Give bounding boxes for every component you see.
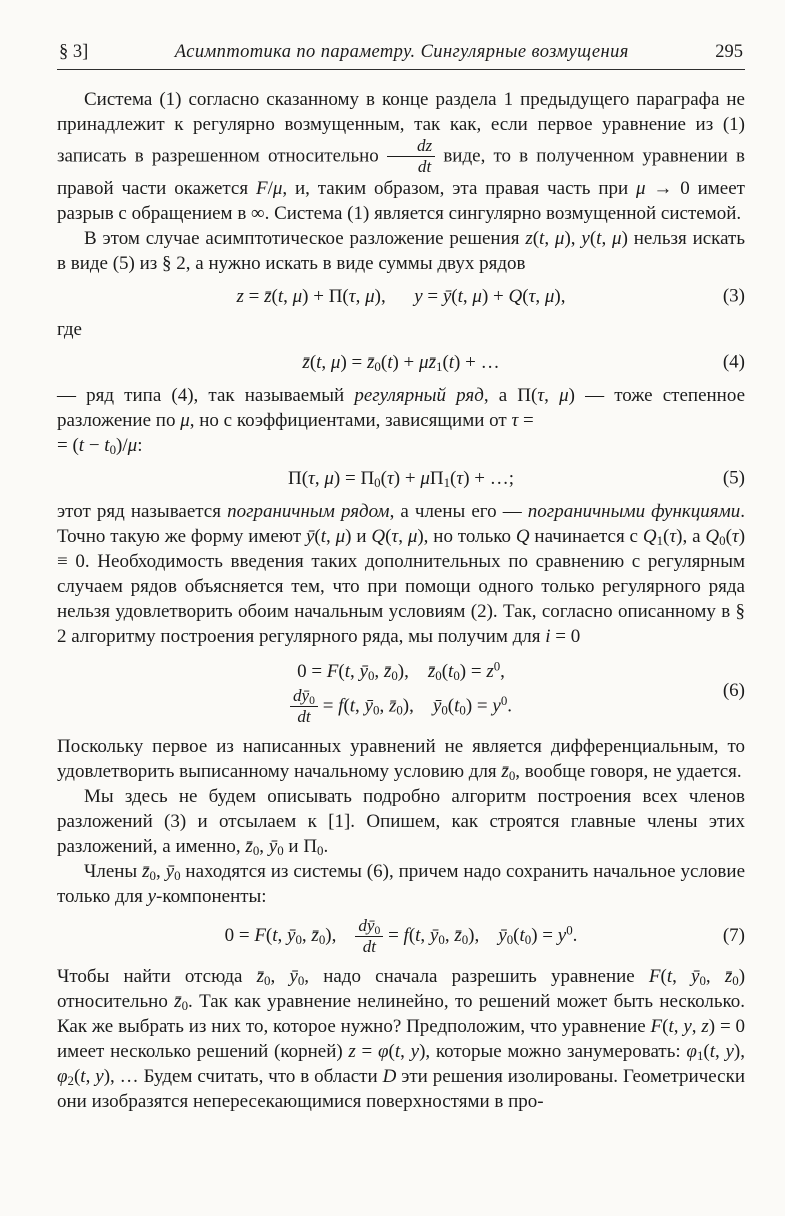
equation-5 xyxy=(57,466,745,491)
paragraph-system-singular: Система (1) согласно сказанному в конце раздела 1 предыдущего параграфа не принадлежит к регулярно возмущенным, так как, если первое уравнение из (1) записать в разрешенном относительно $\frac{dz}{dt}$ виде, то в полученном уравнении в правой части окажется F/μ, и, таким образом, эта правая часть при μ → 0 имеет разрыв с обращением в ∞. Система (1) является сингулярно возмущенной системой. xyxy=(57,89,745,224)
equation-3 xyxy=(57,284,745,309)
running-title: Асимптотика по параметру. Сингулярные возмущения xyxy=(174,42,629,62)
section-marker: § 3] xyxy=(59,42,89,62)
equation-5-math: Π(τ, $\mu) = \Pi_0(\tau) + \mu\Pi_1(\tau)$ + …; xyxy=(287,467,515,491)
equation-7-math: 0 = F(t, $ȳ_0$, $z̄_0$), $\frac{dȳ_0}{dt}$ = f(t, $ȳ_0$, $z̄_0$), $ȳ_0(t_0) = y^0$. xyxy=(224,915,578,956)
paragraph-where: где xyxy=(57,318,82,340)
paragraph-asymptotic-expansion: В этом случае асимптотическое разложение решения z(t, μ), y(t, μ) нельзя искать в виде (5) из § 2, а нужно искать в виде суммы двух рядов xyxy=(57,227,746,274)
paragraph-since-first-equation: Поскольку первое из написанных уравнений не является дифференциальным, то удовлетворить выписанному начальному условию для $z̄_0$, вообще говоря, не удается. xyxy=(57,735,745,783)
page-number: 295 xyxy=(715,42,743,62)
equation-7 xyxy=(57,917,745,956)
equation-3-math: z = z̄(t, μ) + Π(τ, μ), y = ȳ(t, μ) + Q(τ, μ), xyxy=(236,285,566,307)
equation-5-number: (5) xyxy=(722,467,745,489)
equation-6-math xyxy=(57,657,745,726)
equation-6 xyxy=(57,657,745,726)
page-body xyxy=(57,87,745,1114)
paragraph-solve-equation-roots: Чтобы найти отсюда $z̄_0$, $ȳ_0$, надо сначала разрешить уравнение F(t, $ȳ_0$, $z̄_0$) относительно $z̄_0$. Так как уравнение нелинейно, то решений может быть несколько. Как же выбрать из них то, которое нужно? Предположим, что уравнение F(t, y, z) = 0 имеет несколько решений (корней) z = φ(t, y), которые можно занумеровать: $\varphi_1(t$, y), $\varphi_2(t$, y), … Будем считать, что в области D эти решения изолированы. Геометрически они изобразятся непересекающимися поверхностями в про- xyxy=(57,965,746,1112)
equation-3-number: (3) xyxy=(722,285,745,307)
equation-4-math: z̄(t, $\mu) = z̄_0(t)$ + $\mu z̄_1(t)$ + … xyxy=(302,351,500,375)
equation-6-number: (6) xyxy=(722,680,745,702)
equation-4 xyxy=(57,350,745,375)
equation-6-line-2: $\frac{dȳ_0}{dt}$ = f(t, $ȳ_0$, $z̄_0$), $ȳ_0(t_0) = y^0$. xyxy=(57,687,745,726)
paragraph-regular-series: — ряд типа (4), так называемый регулярный ряд, а Π(τ, μ) — тоже степенное разложение по μ, но с коэффициентами, зависящими от τ = = $(t - t_0)/\mu$: xyxy=(57,384,746,458)
page-header xyxy=(57,42,745,70)
paragraph-members-from-system: Члены $z̄_0$, $ȳ_0$ находятся из системы (6), причем надо сохранить начальное условие только для y-компоненты: xyxy=(57,860,746,907)
equation-7-number: (7) xyxy=(722,925,745,947)
equation-6-line-1: 0 = F(t, $ȳ_0$, $z̄_0$), $z̄_0(t_0) = z^0$, xyxy=(297,658,505,684)
paragraph-algorithm-reference: Мы здесь не будем описывать подробно алгоритм построения всех членов разложений (3) и отсылаем к [1]. Опишем, как строятся главные члены этих разложений, а именно, $z̄_0$, $ȳ_0$ и $\Pi_0$. xyxy=(57,785,745,858)
paragraph-boundary-series: этот ряд называется пограничным рядом, а члены его — пограничными функциями. Точно такую же форму имеют ȳ(t, μ) и Q(τ, μ), но только Q начинается с $Q_1(\tau)$, а $Q_0(\tau) \equiv 0$. Необходимость введения таких дополнительных по сравнению с регулярным случаем рядов объясняется тем, что при помощи одного только регулярного ряда нельзя удовлетворить обоим начальным условиям (2). Так, согласно описанному в § 2 алгоритму построения регулярного ряда, мы получим для i = 0 xyxy=(57,500,746,647)
equation-4-number: (4) xyxy=(722,351,745,373)
